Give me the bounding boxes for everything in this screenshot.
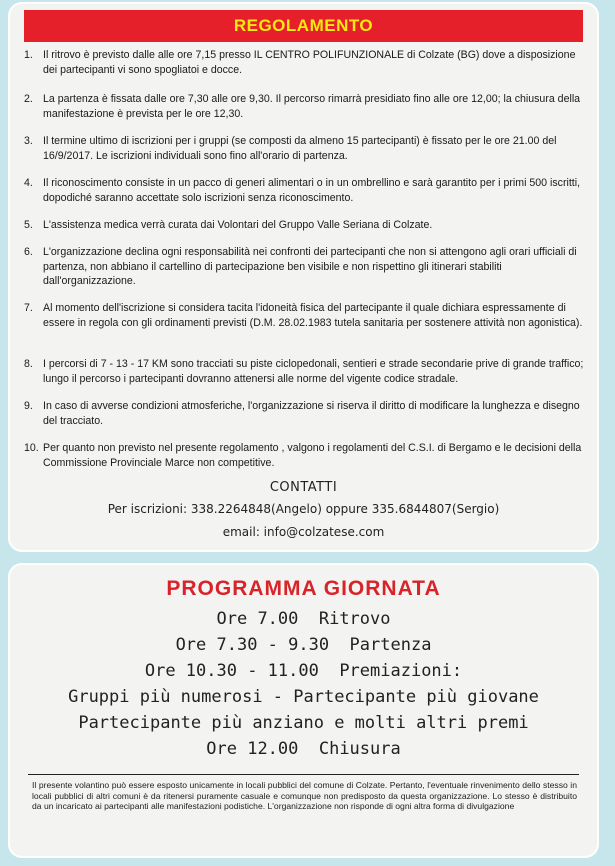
- programma-line-partenza: Ore 7.30 - 9.30 Partenza: [175, 635, 432, 655]
- rule-number: 9.: [24, 400, 33, 412]
- rule-number: 8.: [24, 358, 33, 370]
- rule-item: [24, 218, 586, 233]
- rule-item: [24, 301, 586, 330]
- regolamento-title: REGOLAMENTO: [233, 16, 374, 35]
- rule-item: [24, 176, 586, 205]
- regolamento-title-bar: [24, 10, 583, 42]
- programma-title: PROGRAMMA GIORNATA: [166, 577, 441, 600]
- iscrizioni-phone-numbers: Per iscrizioni: 338.2264848(Angelo) oppure 335.6844807(Sergio): [107, 502, 500, 516]
- rule-text: In caso di avverse condizioni atmosferiche, l'organizzazione si riserva il diritto di modificare la lunghezza e disegno del tracciato.: [43, 400, 580, 427]
- rule-number: 4.: [24, 177, 33, 189]
- rule-number: 1.: [24, 49, 33, 61]
- programma-line-chiusura: Ore 12.00 Chiusura: [206, 739, 401, 759]
- programma-line-premi-anziano: Partecipante più anziano e molti altri premi: [78, 713, 529, 733]
- rule-item: [24, 92, 586, 121]
- regolamento-panel: [8, 2, 599, 552]
- rule-item: [24, 245, 586, 289]
- contatti-title: CONTATTI: [269, 480, 338, 495]
- disclaimer-text: Il presente volantino può essere esposto unicamente in locali pubblici del comune di Colzate. Pertanto, l'eventuale rinvenimento dello stesso in locali pubblici di altri comuni è da ritenersi puramente casuale e comunque non predisposto da questa organizzazione. Lo stesso è distribuito da un incaricato ai partecipanti alle manifestazioni podistiche. L'organizzazione non risponde di ogni altra forma di divulgazione: [32, 780, 577, 812]
- programma-panel: [8, 563, 599, 858]
- rule-text: L'assistenza medica verrà curata dai Volontari del Gruppo Valle Seriana di Colzate.: [43, 219, 433, 231]
- rule-item: [24, 441, 586, 470]
- divider: [28, 774, 579, 775]
- rule-item: [24, 399, 586, 428]
- programma-line-premiazioni: Ore 10.30 - 11.00 Premiazioni:: [144, 661, 463, 681]
- rule-item: [24, 357, 586, 386]
- rule-text: L'organizzazione declina ogni responsabilità nei confronti dei partecipanti che non si attengono agli orari ufficiali di partenza, non abbiano il cartellino di partecipazione ben visibile e non rispettino gli itinerari stabiliti dall'organizzazione.: [43, 246, 577, 287]
- rule-text: I percorsi di 7 - 13 - 17 KM sono tracciati su piste ciclopedonali, sentieri e strade secondarie prive di grande traffico; lungo il percorso i partecipanti dovranno attenersi alle norme del vigente codice stradale.: [43, 358, 584, 385]
- rule-text: Il termine ultimo di iscrizioni per i gruppi (se composti da almeno 15 partecipanti) è fissato per le ore 21.00 del 16/9/2017. Le iscrizioni individuali sono fino all'orario di partenza.: [43, 135, 557, 162]
- rule-number: 3.: [24, 135, 33, 147]
- rule-number: 5.: [24, 219, 33, 231]
- rule-text: Al momento dell'iscrizione si considera tacita l'idoneità fisica del partecipante il quale dichiara espressamente di essere in regola con gli ordinamenti previsti (D.M. 28.02.1983 tutela sanitaria per sostenere attività non agonistica).: [43, 302, 583, 329]
- programma-line-ritrovo: Ore 7.00 Ritrovo: [216, 609, 391, 629]
- rule-number: 2.: [24, 93, 33, 105]
- rule-number: 6.: [24, 246, 33, 258]
- rule-number: 7.: [24, 302, 33, 314]
- contact-email: email: info@colzatese.com: [222, 525, 385, 539]
- rule-text: Il ritrovo è previsto dalle alle ore 7,15 presso IL CENTRO POLIFUNZIONALE di Colzate (BG) dove a disposizione dei partecipanti vi sono spogliatoi e docce.: [43, 49, 576, 76]
- programma-line-premi-gruppi: Gruppi più numerosi - Partecipante più giovane: [68, 687, 539, 707]
- rule-text: Per quanto non previsto nel presente regolamento , valgono i regolamenti del C.S.I. di Bergamo e le decisioni della Commissione Provinciale Marce non competitive.: [43, 442, 582, 469]
- rule-text: Il riconoscimento consiste in un pacco di generi alimentari o in un ombrellino e sarà garantito per i primi 500 iscritti, dopodiché saranno accettate solo iscrizioni senza riconoscimento.: [43, 177, 581, 204]
- rule-text: La partenza è fissata dalle ore 7,30 alle ore 9,30. Il percorso rimarrà presidiato fino alle ore 12,00; la chiusura della manifestazione è prevista per le ore 12,30.: [43, 93, 581, 120]
- rule-item: [24, 134, 586, 163]
- rule-item: [24, 48, 586, 77]
- rule-number: 10.: [24, 442, 39, 454]
